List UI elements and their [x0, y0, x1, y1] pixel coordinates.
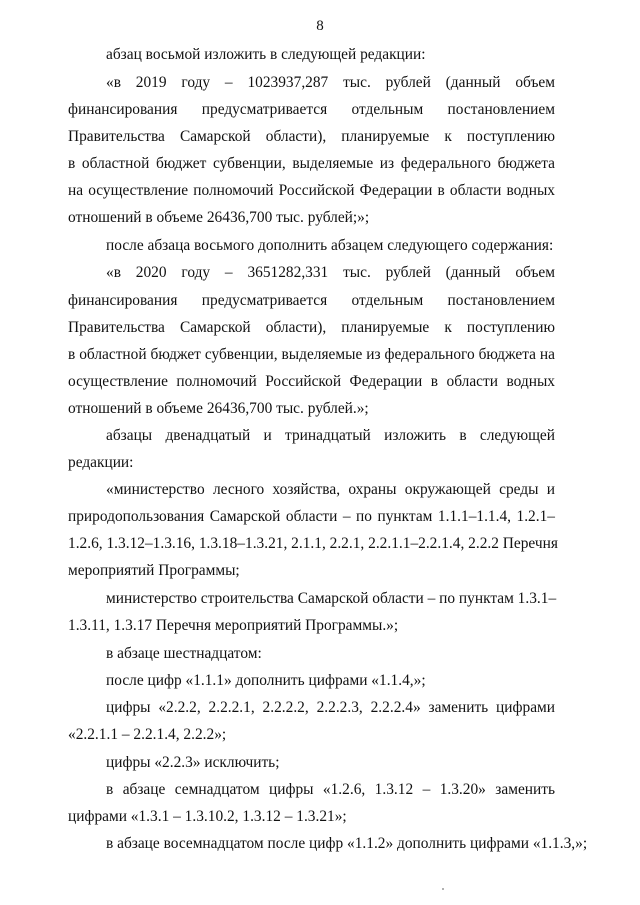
text-line: министерство строительства Самарской области – по пунктам 1.3.1–	[106, 590, 557, 607]
text-line: отношений в объеме 26436,700 тыс. рублей.»;	[68, 400, 369, 417]
text-line: 1.3.11, 1.3.17 Перечня мероприятий Программы.»;	[68, 617, 399, 634]
text-line: природопользования Самарской области – по пунктам 1.1.1–1.1.4, 1.2.1–	[68, 508, 555, 525]
text-line: «в 2019 году – 1023937,287 тыс. рублей (данный объем	[106, 74, 555, 91]
text-line: финансирования предусматривается отдельным постановлением	[68, 101, 555, 118]
text-line: в абзаце восемнадцатом после цифр «1.1.2» дополнить цифрами «1.1.3,»;	[106, 835, 588, 852]
text-line: редакции:	[68, 454, 134, 471]
text-line: абзац восьмой изложить в следующей редакции:	[106, 46, 426, 63]
text-line: финансирования предусматривается отдельным постановлением	[68, 292, 555, 309]
scan-artifact	[442, 888, 444, 890]
text-line: в областной бюджет субвенции, выделяемые из федерального бюджета на	[68, 346, 555, 363]
text-line: цифры «2.2.2, 2.2.2.1, 2.2.2.2, 2.2.2.3, 2.2.2.4» заменить цифрами	[106, 699, 555, 716]
text-line: Правительства Самарской области), планируемые к поступлению	[68, 128, 555, 145]
text-line: цифрами «1.3.1 – 1.3.10.2, 1.3.12 – 1.3.21»;	[68, 808, 347, 825]
text-line: «министерство лесного хозяйства, охраны окружающей среды и	[106, 481, 555, 498]
text-line: отношений в объеме 26436,700 тыс. рублей;»;	[68, 209, 370, 226]
text-line: Правительства Самарской области), планируемые к поступлению	[68, 319, 555, 336]
text-line: «в 2020 году – 3651282,331 тыс. рублей (данный объем	[106, 264, 555, 281]
text-line: цифры «2.2.3» исключить;	[106, 754, 280, 771]
text-line: после абзаца восьмого дополнить абзацем следующего содержания:	[106, 237, 554, 254]
text-line: в абзаце семнадцатом цифры «1.2.6, 1.3.12 – 1.3.20» заменить	[106, 781, 555, 798]
text-line: абзацы двенадцатый и тринадцатый изложить в следующей	[106, 427, 555, 444]
page-number: 8	[316, 18, 324, 34]
text-line: после цифр «1.1.1» дополнить цифрами «1.1.4,»;	[106, 672, 426, 689]
text-line: «2.2.1.1 – 2.2.1.4, 2.2.2»;	[68, 726, 227, 743]
text-line: мероприятий Программы;	[68, 562, 240, 579]
text-line: на осуществление полномочий Российской Федерации в области водных	[68, 182, 555, 199]
text-line: в абзаце шестнадцатом:	[106, 645, 262, 662]
text-line: 1.2.6, 1.3.12–1.3.16, 1.3.18–1.3.21, 2.1.1, 2.2.1, 2.2.1.1–2.2.1.4, 2.2.2 Перечня	[68, 535, 558, 552]
text-line: в областной бюджет субвенции, выделяемые из федерального бюджета	[68, 155, 555, 172]
text-line: осуществление полномочий Российской Федерации в области водных	[68, 373, 555, 390]
